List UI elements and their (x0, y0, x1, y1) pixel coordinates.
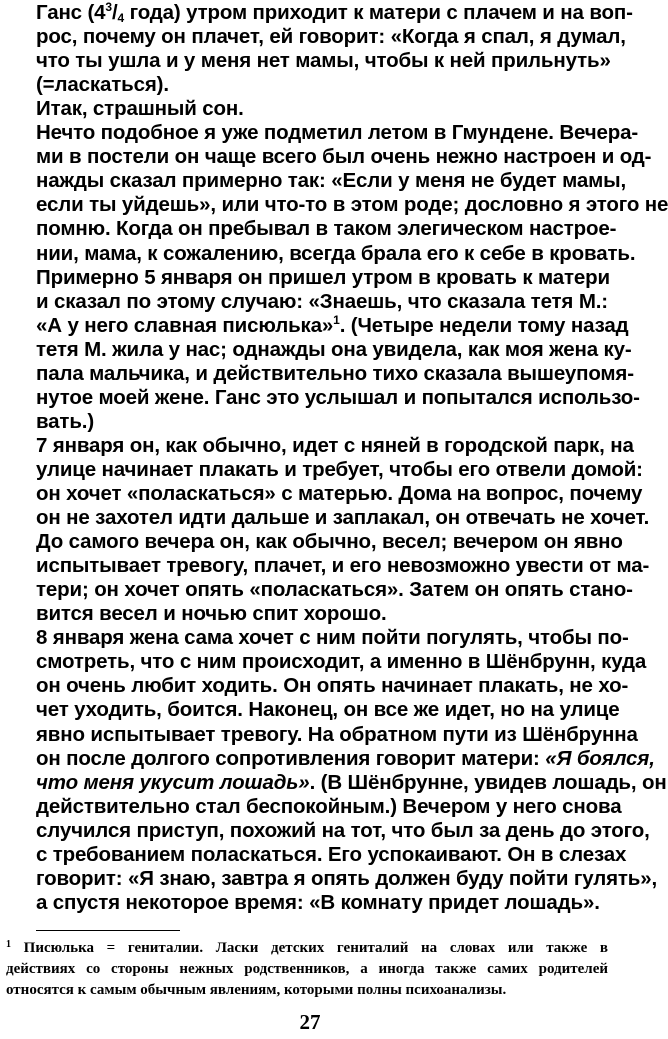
footnote-line: действиях со стороны нежных родственников, а иногда также самих родителей (6, 961, 608, 977)
text-line: если ты уйдешь», или что-то в этом роде; дословно я этого не (36, 193, 668, 217)
text-line: вится весел и ночью спит хорошо. (36, 602, 387, 626)
text-line: ми в постели он чаще всего был очень нежно настроен и од- (36, 145, 652, 169)
text-line: помню. Когда он пребывал в таком элегическом настрое- (36, 217, 617, 241)
text-line: нажды сказал примерно так: «Если у меня не будет мамы, (36, 169, 627, 193)
text-line: Примерно 5 января он пришел утром в кровать к матери (36, 265, 610, 289)
text-line: явно испытывает тревогу. На обратном пути из Шёнбрунна (36, 722, 638, 746)
text-line: чет уходить, боится. Наконец, он все же идет, но на улице (36, 698, 620, 722)
text-line: испытывает тревогу, плачет, и его невозможно увести от ма- (36, 554, 650, 578)
text-line: Итак, страшный сон. (36, 97, 244, 121)
footnote-line: относятся к самым обычным явлениям, которыми полны психоанализы. (6, 982, 507, 998)
text-line: нии, мама, к сожалению, всегда брала его к себе в кровать. (36, 241, 636, 265)
text-line: он после долгого сопротивления говорит матери: «Я боялся, (36, 746, 655, 770)
text-line: он очень любит ходить. Он опять начинает плакать, не хо- (36, 674, 629, 698)
text-line: что ты ушла и у меня нет мамы, чтобы к ней прильнуть» (36, 49, 611, 73)
text-line: говорит: «Я знаю, завтра я опять должен буду пойти гулять», (36, 866, 658, 890)
text-line: До самого вечера он, как обычно, весел; вечером он явно (36, 530, 623, 554)
text-line: он не захотел идти дальше и заплакал, он отвечать не хочет. (36, 506, 650, 530)
text-line: Нечто подобное я уже подметил летом в Гмундене. Вечера- (36, 121, 639, 145)
text-line: рос, почему он плачет, ей говорит: «Когда я спал, я думал, (36, 25, 626, 49)
text-line: 7 января он, как обычно, идет с няней в городской парк, на (36, 433, 634, 457)
text-line: улице начинает плакать и требует, чтобы его отвели домой: (36, 457, 643, 481)
text-line: случился приступ, похожий на тот, что был за день до этого, (36, 818, 650, 842)
footnote-ref: 1 (333, 312, 340, 327)
text-line: что меня укусит лошадь». (В Шёнбрунне, увидев лошадь, он (36, 770, 667, 794)
text-line: тери; он хочет опять «поласкаться». Затем он опять стано- (36, 578, 633, 602)
text-line: он хочет «поласкаться» с матерью. Дома на вопрос, почему (36, 482, 643, 505)
text-line: 8 января жена сама хочет с ним пойти погулять, чтобы по- (36, 626, 629, 650)
text-line: смотреть, что с ним происходит, а именно в Шёнбрунн, куда (36, 650, 647, 674)
text-line: действительно стал беспокойным.) Вечером у него снова (36, 794, 622, 818)
text-line: (=ласкаться). (36, 73, 169, 97)
text-line: пала мальчика, и действительно тихо сказала вышеупомя- (36, 361, 634, 385)
text-line: «А у него славная писюлька»$^1$. (Четыре недели тому назад (36, 312, 629, 337)
text-line: а спустя некоторое время: «В комнату придет лошадь». (36, 890, 600, 914)
footnote-marker: 1 (6, 939, 11, 950)
italic-quote: что меня укусит лошадь» (36, 770, 310, 794)
text-line: Ганс ($4^3/4$ года) утром приходит к матери с плачем и на воп- (36, 0, 633, 25)
text-line: вать.) (36, 409, 94, 433)
italic-quote: «Я боялся, (545, 746, 655, 770)
text-line: и сказал по этому случаю: «Знаешь, что сказала тетя М.: (36, 289, 608, 313)
text-line: с требованием поласкаться. Его успокаивают. Он в слезах (36, 842, 627, 866)
text-line: нутое моей жене. Ганс это услышал и попытался использо- (36, 385, 640, 409)
footnote-separator (36, 930, 180, 931)
footnote-line: $^1$ Писюлька = гениталии. Ласки детских гениталий на словах или также в (6, 939, 608, 956)
text-line: тетя М. жила у нас; однажды она увидела, как моя жена ку- (36, 337, 632, 361)
page-number: 27 (299, 1010, 321, 1034)
